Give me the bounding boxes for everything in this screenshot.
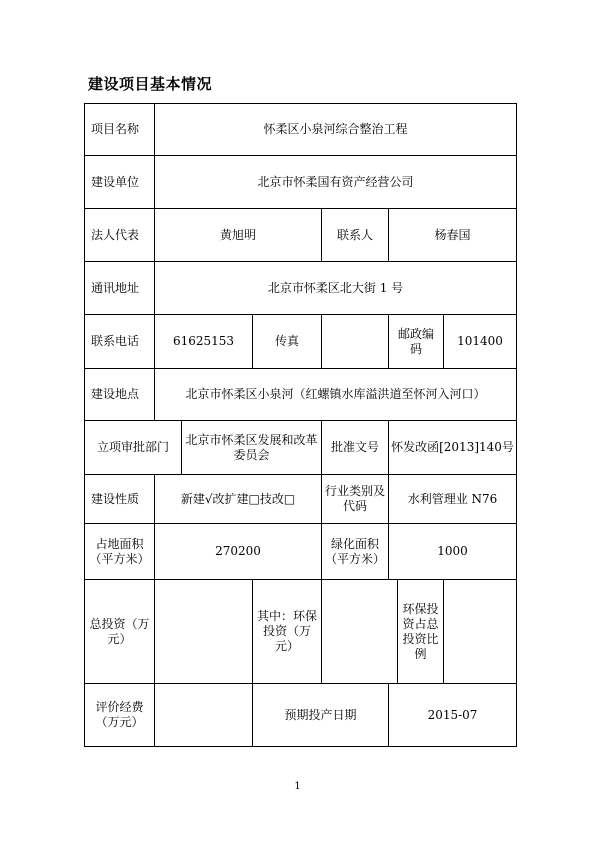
location-value: 北京市怀柔区小泉河（红螺镇水库溢洪道至怀河入河口） [155, 369, 517, 421]
approval-no-value: 怀发改函[2013]140号 [389, 421, 517, 475]
eval-fee-value [155, 684, 253, 747]
address-label: 通讯地址 [85, 262, 155, 315]
table-row [85, 475, 517, 524]
total-invest-label: 总投资（万元） [85, 580, 155, 684]
eval-fee-label: 评价经费（万元） [85, 684, 155, 747]
green-area-label: 绿化面积（平方米） [322, 524, 389, 580]
page-title: 建设项目基本情况 [88, 75, 213, 93]
approval-dept-value: 北京市怀柔区发展和改革委员会 [182, 421, 322, 475]
legal-rep-value: 黄旭明 [155, 209, 322, 262]
industry-label: 行业类别及代码 [322, 475, 389, 524]
project-name-label: 项目名称 [85, 104, 155, 156]
phone-label: 联系电话 [85, 315, 155, 369]
industry-value: 水利管理业 N76 [389, 475, 517, 524]
contact-label: 联系人 [322, 209, 389, 262]
env-ratio-label: 环保投资占总投资比例 [398, 580, 444, 684]
nature-value: 新建√改扩建□技改□ [155, 475, 322, 524]
construction-unit-label: 建设单位 [85, 156, 155, 209]
green-area-value: 1000 [389, 524, 517, 580]
env-invest-value [322, 580, 398, 684]
env-ratio-value [444, 580, 517, 684]
prod-date-label: 预期投产日期 [253, 684, 389, 747]
project-info-table [84, 103, 517, 747]
prod-date-value: 2015-07 [389, 684, 517, 747]
construction-unit-value: 北京市怀柔国有资产经营公司 [155, 156, 517, 209]
table-row [85, 421, 517, 475]
table-row [85, 524, 517, 580]
approval-no-label: 批准文号 [322, 421, 389, 475]
phone-value: 61625153 [155, 315, 253, 369]
table-row [85, 262, 517, 315]
contact-value: 杨春国 [389, 209, 517, 262]
table-row [85, 580, 517, 684]
legal-rep-label: 法人代表 [85, 209, 155, 262]
location-label: 建设地点 [85, 369, 155, 421]
table-row [85, 104, 517, 156]
fax-label: 传真 [253, 315, 322, 369]
table-row [85, 156, 517, 209]
postcode-label: 邮政编码 [389, 315, 444, 369]
table-row [85, 369, 517, 421]
project-name-value: 怀柔区小泉河综合整治工程 [155, 104, 517, 156]
env-invest-label: 其中：环保投资（万元） [253, 580, 322, 684]
land-area-label: 占地面积（平方米） [85, 524, 155, 580]
total-invest-value [155, 580, 253, 684]
table-row [85, 209, 517, 262]
table-row [85, 315, 517, 369]
nature-label: 建设性质 [85, 475, 155, 524]
land-area-value: 270200 [155, 524, 322, 580]
approval-dept-label: 立项审批部门 [85, 421, 182, 475]
page-number: 1 [294, 781, 301, 792]
fax-value [322, 315, 389, 369]
address-value: 北京市怀柔区北大街 1 号 [155, 262, 517, 315]
postcode-value: 101400 [444, 315, 517, 369]
table-row [85, 684, 517, 747]
